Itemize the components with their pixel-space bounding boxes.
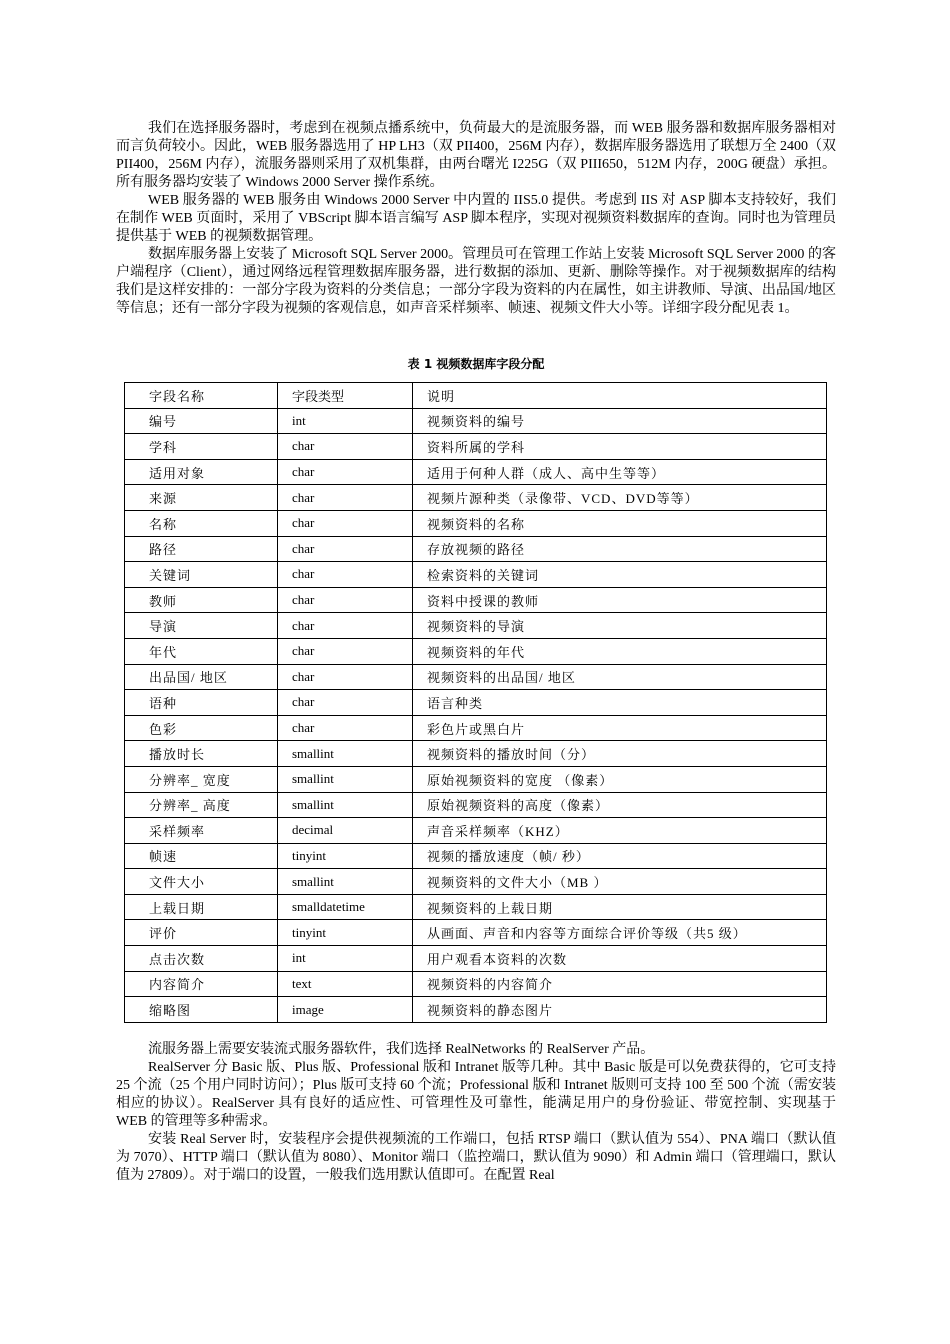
cell-field-type: smallint	[278, 792, 413, 818]
cell-field-name: 采样频率	[125, 818, 278, 844]
table-row	[125, 818, 827, 844]
cell-field-type: char	[278, 562, 413, 588]
intro-section	[116, 120, 836, 318]
field-table	[124, 382, 827, 1023]
cell-description: 视频资料的静态图片	[413, 997, 827, 1023]
cell-field-name: 文件大小	[125, 869, 278, 895]
table-row	[125, 587, 827, 613]
cell-description: 声音采样频率（KHZ）	[413, 818, 827, 844]
cell-field-name: 编号	[125, 408, 278, 434]
cell-description: 原始视频资料的宽度 （像素）	[413, 766, 827, 792]
paragraph-streaming-server: 流服务器上需要安装流式服务器软件，我们选择 RealNetworks 的 RealServer 产品。	[148, 1041, 655, 1057]
cell-description: 视频的播放速度（帧/ 秒）	[413, 843, 827, 869]
cell-description: 视频资料的年代	[413, 638, 827, 664]
cell-description: 视频资料的出品国/ 地区	[413, 664, 827, 690]
table-row	[125, 997, 827, 1023]
cell-field-name: 缩略图	[125, 997, 278, 1023]
cell-field-name: 分辨率_ 宽度	[125, 766, 278, 792]
cell-description: 适用于何种人群（成人、高中生等等）	[413, 459, 827, 485]
table-row	[125, 946, 827, 972]
cell-field-name: 色彩	[125, 715, 278, 741]
cell-field-type: smallint	[278, 869, 413, 895]
cell-field-name: 分辨率_ 高度	[125, 792, 278, 818]
header-field-type: 字段类型	[278, 383, 413, 409]
table-row	[125, 894, 827, 920]
cell-field-name: 关键词	[125, 562, 278, 588]
cell-description: 检索资料的关键词	[413, 562, 827, 588]
cell-description: 视频片源种类（录像带、VCD、DVD等等）	[413, 485, 827, 511]
cell-field-type: image	[278, 997, 413, 1023]
table-row	[125, 562, 827, 588]
cell-description: 视频资料的播放时间（分）	[413, 741, 827, 767]
cell-field-type: int	[278, 408, 413, 434]
cell-field-type: tinyint	[278, 843, 413, 869]
cell-field-name: 适用对象	[125, 459, 278, 485]
cell-field-name: 年代	[125, 638, 278, 664]
cell-field-type: char	[278, 638, 413, 664]
cell-description: 从画面、声音和内容等方面综合评价等级（共5 级）	[413, 920, 827, 946]
table-row	[125, 971, 827, 997]
document-page	[116, 120, 836, 1185]
cell-description: 用户观看本资料的次数	[413, 946, 827, 972]
cell-field-type: text	[278, 971, 413, 997]
paragraph-realserver-versions: RealServer 分 Basic 版、Plus 版、Professional 版和 Intranet 版等几种。其中 Basic 版是可以免费获得的，它可支持 25 个流（25 个用户同时访问）；Plus 版可支持 60 个流；Professional 版和 Intranet 版则可支持 100 至 500 个流（需安装相应的协议）。RealServer 具有良好的适应性、可管理性及可靠性，能满足用户的身份验证、带宽控制、实现基于 WEB 的管理等多种需求。	[116, 1059, 836, 1129]
cell-field-type: smalldatetime	[278, 894, 413, 920]
cell-description: 视频资料的编号	[413, 408, 827, 434]
cell-field-type: char	[278, 485, 413, 511]
table-row	[125, 920, 827, 946]
cell-field-type: char	[278, 459, 413, 485]
table-row	[125, 664, 827, 690]
table-row	[125, 843, 827, 869]
streaming-section	[116, 1041, 836, 1185]
cell-description: 存放视频的路径	[413, 536, 827, 562]
cell-description: 资料所属的学科	[413, 434, 827, 460]
cell-field-type: char	[278, 613, 413, 639]
table-row	[125, 510, 827, 536]
header-description: 说明	[413, 383, 827, 409]
cell-description: 语言种类	[413, 690, 827, 716]
cell-field-name: 路径	[125, 536, 278, 562]
table-row	[125, 613, 827, 639]
cell-field-name: 教师	[125, 587, 278, 613]
paragraph-ports: 安装 Real Server 时，安装程序会提供视频流的工作端口，包括 RTSP 端口（默认值为 554）、PNA 端口（默认值为 7070）、HTTP 端口（默认值为 8080）、Monitor 端口（监控端口，默认值为 9090）和 Admin 端口（管理端口，默认值为 27809）。对于端口的设置，一般我们选用默认值即可。在配置 Real	[116, 1131, 836, 1183]
table-row	[125, 741, 827, 767]
cell-field-type: char	[278, 510, 413, 536]
paragraph-web-service: WEB 服务器的 WEB 服务由 Windows 2000 Server 中内置的 IIS5.0 提供。考虑到 IIS 对 ASP 脚本支持较好，我们在制作 WEB 页面时，采用了 VBScript 脚本语言编写 ASP 脚本程序，实现对视频资料数据库的查询。同时也为管理员提供基于 WEB 的视频数据管理。	[116, 193, 836, 244]
cell-field-type: char	[278, 690, 413, 716]
table-row	[125, 715, 827, 741]
table-header-row	[125, 383, 827, 409]
table-caption: 表 1 视频数据库字段分配	[407, 357, 545, 371]
cell-description: 资料中授课的教师	[413, 587, 827, 613]
cell-field-name: 上载日期	[125, 894, 278, 920]
table-row	[125, 638, 827, 664]
cell-field-name: 出品国/ 地区	[125, 664, 278, 690]
table-row	[125, 536, 827, 562]
cell-field-type: char	[278, 434, 413, 460]
cell-field-type: int	[278, 946, 413, 972]
table-row	[125, 434, 827, 460]
table-row	[125, 792, 827, 818]
cell-field-type: tinyint	[278, 920, 413, 946]
table-row	[125, 869, 827, 895]
cell-field-type: char	[278, 715, 413, 741]
cell-description: 彩色片或黑白片	[413, 715, 827, 741]
cell-field-name: 名称	[125, 510, 278, 536]
cell-field-type: smallint	[278, 741, 413, 767]
table-row	[125, 485, 827, 511]
cell-field-type: decimal	[278, 818, 413, 844]
paragraph-servers: 我们在选择服务器时，考虑到在视频点播系统中，负荷最大的是流服务器，而 WEB 服务器和数据库服务器相对而言负荷较小。因此，WEB 服务器选用了 HP LH3（双 PII400，256M 内存），数据库服务器选用了联想万全 2400（双 PII400，256M 内存），流服务器则采用了双机集群，由两台曙光 I225G（双 PIII650，512M 内存，200G 硬盘）承担。所有服务器均安装了 Windows 2000 Server 操作系统。	[116, 121, 836, 190]
cell-field-name: 学科	[125, 434, 278, 460]
cell-field-name: 语种	[125, 690, 278, 716]
header-field-name: 字段名称	[125, 383, 278, 409]
table-row	[125, 690, 827, 716]
table-row	[125, 766, 827, 792]
cell-field-name: 内容简介	[125, 971, 278, 997]
cell-field-name: 播放时长	[125, 741, 278, 767]
cell-description: 视频资料的导演	[413, 613, 827, 639]
table-row	[125, 459, 827, 485]
cell-field-type: smallint	[278, 766, 413, 792]
cell-description: 原始视频资料的高度（像素）	[413, 792, 827, 818]
paragraph-database: 数据库服务器上安装了 Microsoft SQL Server 2000。管理员可在管理工作站上安装 Microsoft SQL Server 2000 的客户端程序（Client），通过网络远程管理数据库服务器，进行数据的添加、更新、删除等操作。对于视频数据库的结构我们是这样安排的：一部分字段为资料的分类信息；一部分字段为资料的内在属性，如主讲教师、导演、出品国/地区等信息；还有一部分字段为视频的客观信息，如声音采样频率、帧速、视频文件大小等。详细字段分配见表 1。	[116, 247, 836, 316]
table-row	[125, 408, 827, 434]
cell-description: 视频资料的内容简介	[413, 971, 827, 997]
cell-field-name: 评价	[125, 920, 278, 946]
cell-description: 视频资料的上载日期	[413, 894, 827, 920]
cell-field-type: char	[278, 536, 413, 562]
cell-field-type: char	[278, 664, 413, 690]
cell-field-name: 导演	[125, 613, 278, 639]
cell-field-name: 帧速	[125, 843, 278, 869]
cell-description: 视频资料的文件大小（MB ）	[413, 869, 827, 895]
cell-field-name: 点击次数	[125, 946, 278, 972]
cell-field-type: char	[278, 587, 413, 613]
cell-description: 视频资料的名称	[413, 510, 827, 536]
cell-field-name: 来源	[125, 485, 278, 511]
